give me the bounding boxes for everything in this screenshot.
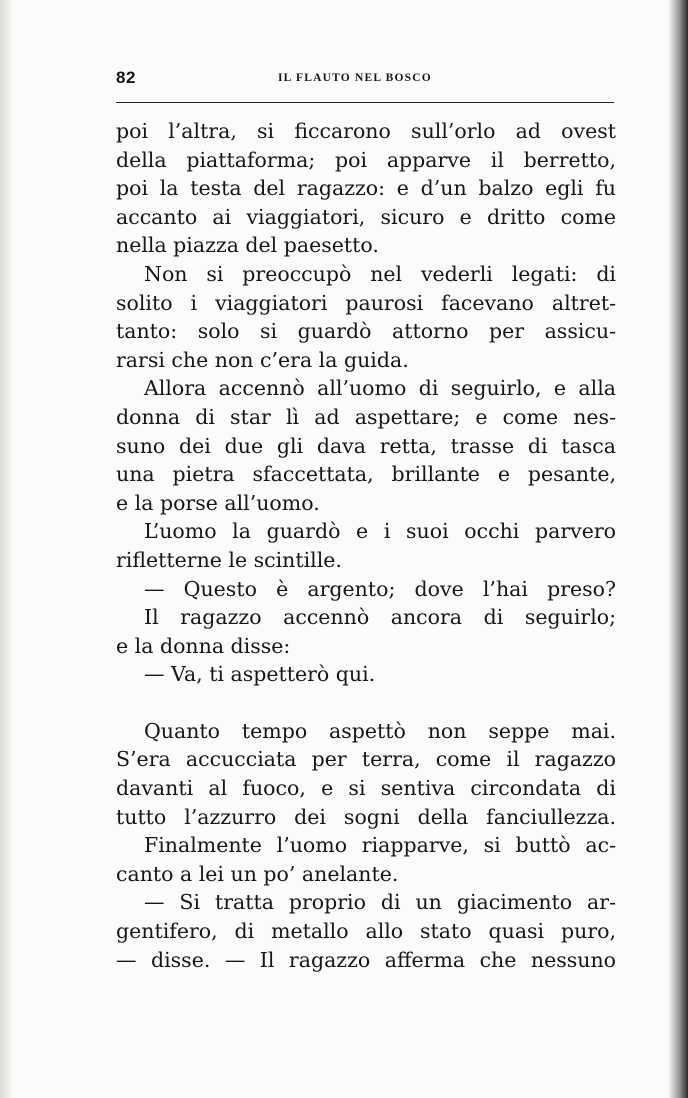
text-line: nella piazza del paesetto. — [116, 233, 379, 258]
text-line: — Questo è argento; dove l’hai preso? — [144, 576, 616, 601]
text-line: accanto ai viaggiatori, sicuro e dritto come — [116, 204, 616, 229]
text-line: Allora accennò all’uomo di seguirlo, e alla — [144, 376, 616, 401]
page-number: 82 — [116, 68, 136, 87]
header-rule — [116, 102, 614, 103]
text-line: poi l’altra, si ficcarono sull’orlo ad ovest — [116, 119, 616, 143]
text-line: solito i viaggiatori paurosi facevano altret- — [116, 290, 616, 315]
text-line: — Va, ti aspetterò qui. — [144, 662, 376, 687]
text-line: rarsi che non c’era la guida. — [116, 347, 409, 372]
text-line: — disse. — Il ragazzo afferma che nessuno — [116, 947, 616, 972]
text-line: e la porse all’uomo. — [116, 490, 320, 515]
text-line: S’era accucciata per terra, come il ragazzo — [116, 747, 616, 772]
running-title: IL FLAUTO NEL BOSCO — [278, 72, 432, 84]
text-line: Non si preoccupò nel vederli legati: di — [144, 261, 616, 286]
section-break — [116, 689, 616, 717]
text-line: davanti al fuoco, e si sentiva circondata di — [116, 776, 616, 801]
text-line: una pietra sfaccettata, brillante e pesante, — [116, 462, 616, 487]
text-line: e la donna disse: — [116, 633, 291, 658]
text-line: Quanto tempo aspettò non seppe mai. — [144, 718, 616, 743]
text-line: della piattaforma; poi apparve il berretto, — [116, 147, 616, 172]
text-line: rifletterne le scintille. — [116, 547, 342, 572]
text-line: donna di star lì ad aspettare; e come nes- — [116, 404, 616, 429]
text-line: Finalmente l’uomo riapparve, si buttò ac- — [144, 833, 616, 858]
text-line: tutto l’azzurro dei sogni della fanciullezza. — [116, 804, 616, 829]
text-line: tanto: solo si guardò attorno per assicu- — [116, 319, 616, 344]
text-line: suno dei due gli dava retta, trasse di tasca — [116, 433, 616, 458]
body-text — [116, 117, 616, 974]
page-edge-left — [0, 0, 14, 1098]
text-line: — Si tratta proprio di un giacimento ar- — [144, 890, 616, 915]
running-header — [116, 68, 616, 94]
text-line: Il ragazzo accennò ancora di seguirlo; — [144, 605, 616, 630]
page-edge-right — [668, 0, 688, 1098]
text-line: gentifero, di metallo allo stato quasi puro, — [116, 919, 616, 944]
text-line: L’uomo la guardò e i suoi occhi parvero — [144, 519, 616, 544]
text-line: canto a lei un po’ anelante. — [116, 861, 399, 886]
text-line: poi la testa del ragazzo: e d’un balzo egli fu — [116, 176, 616, 201]
